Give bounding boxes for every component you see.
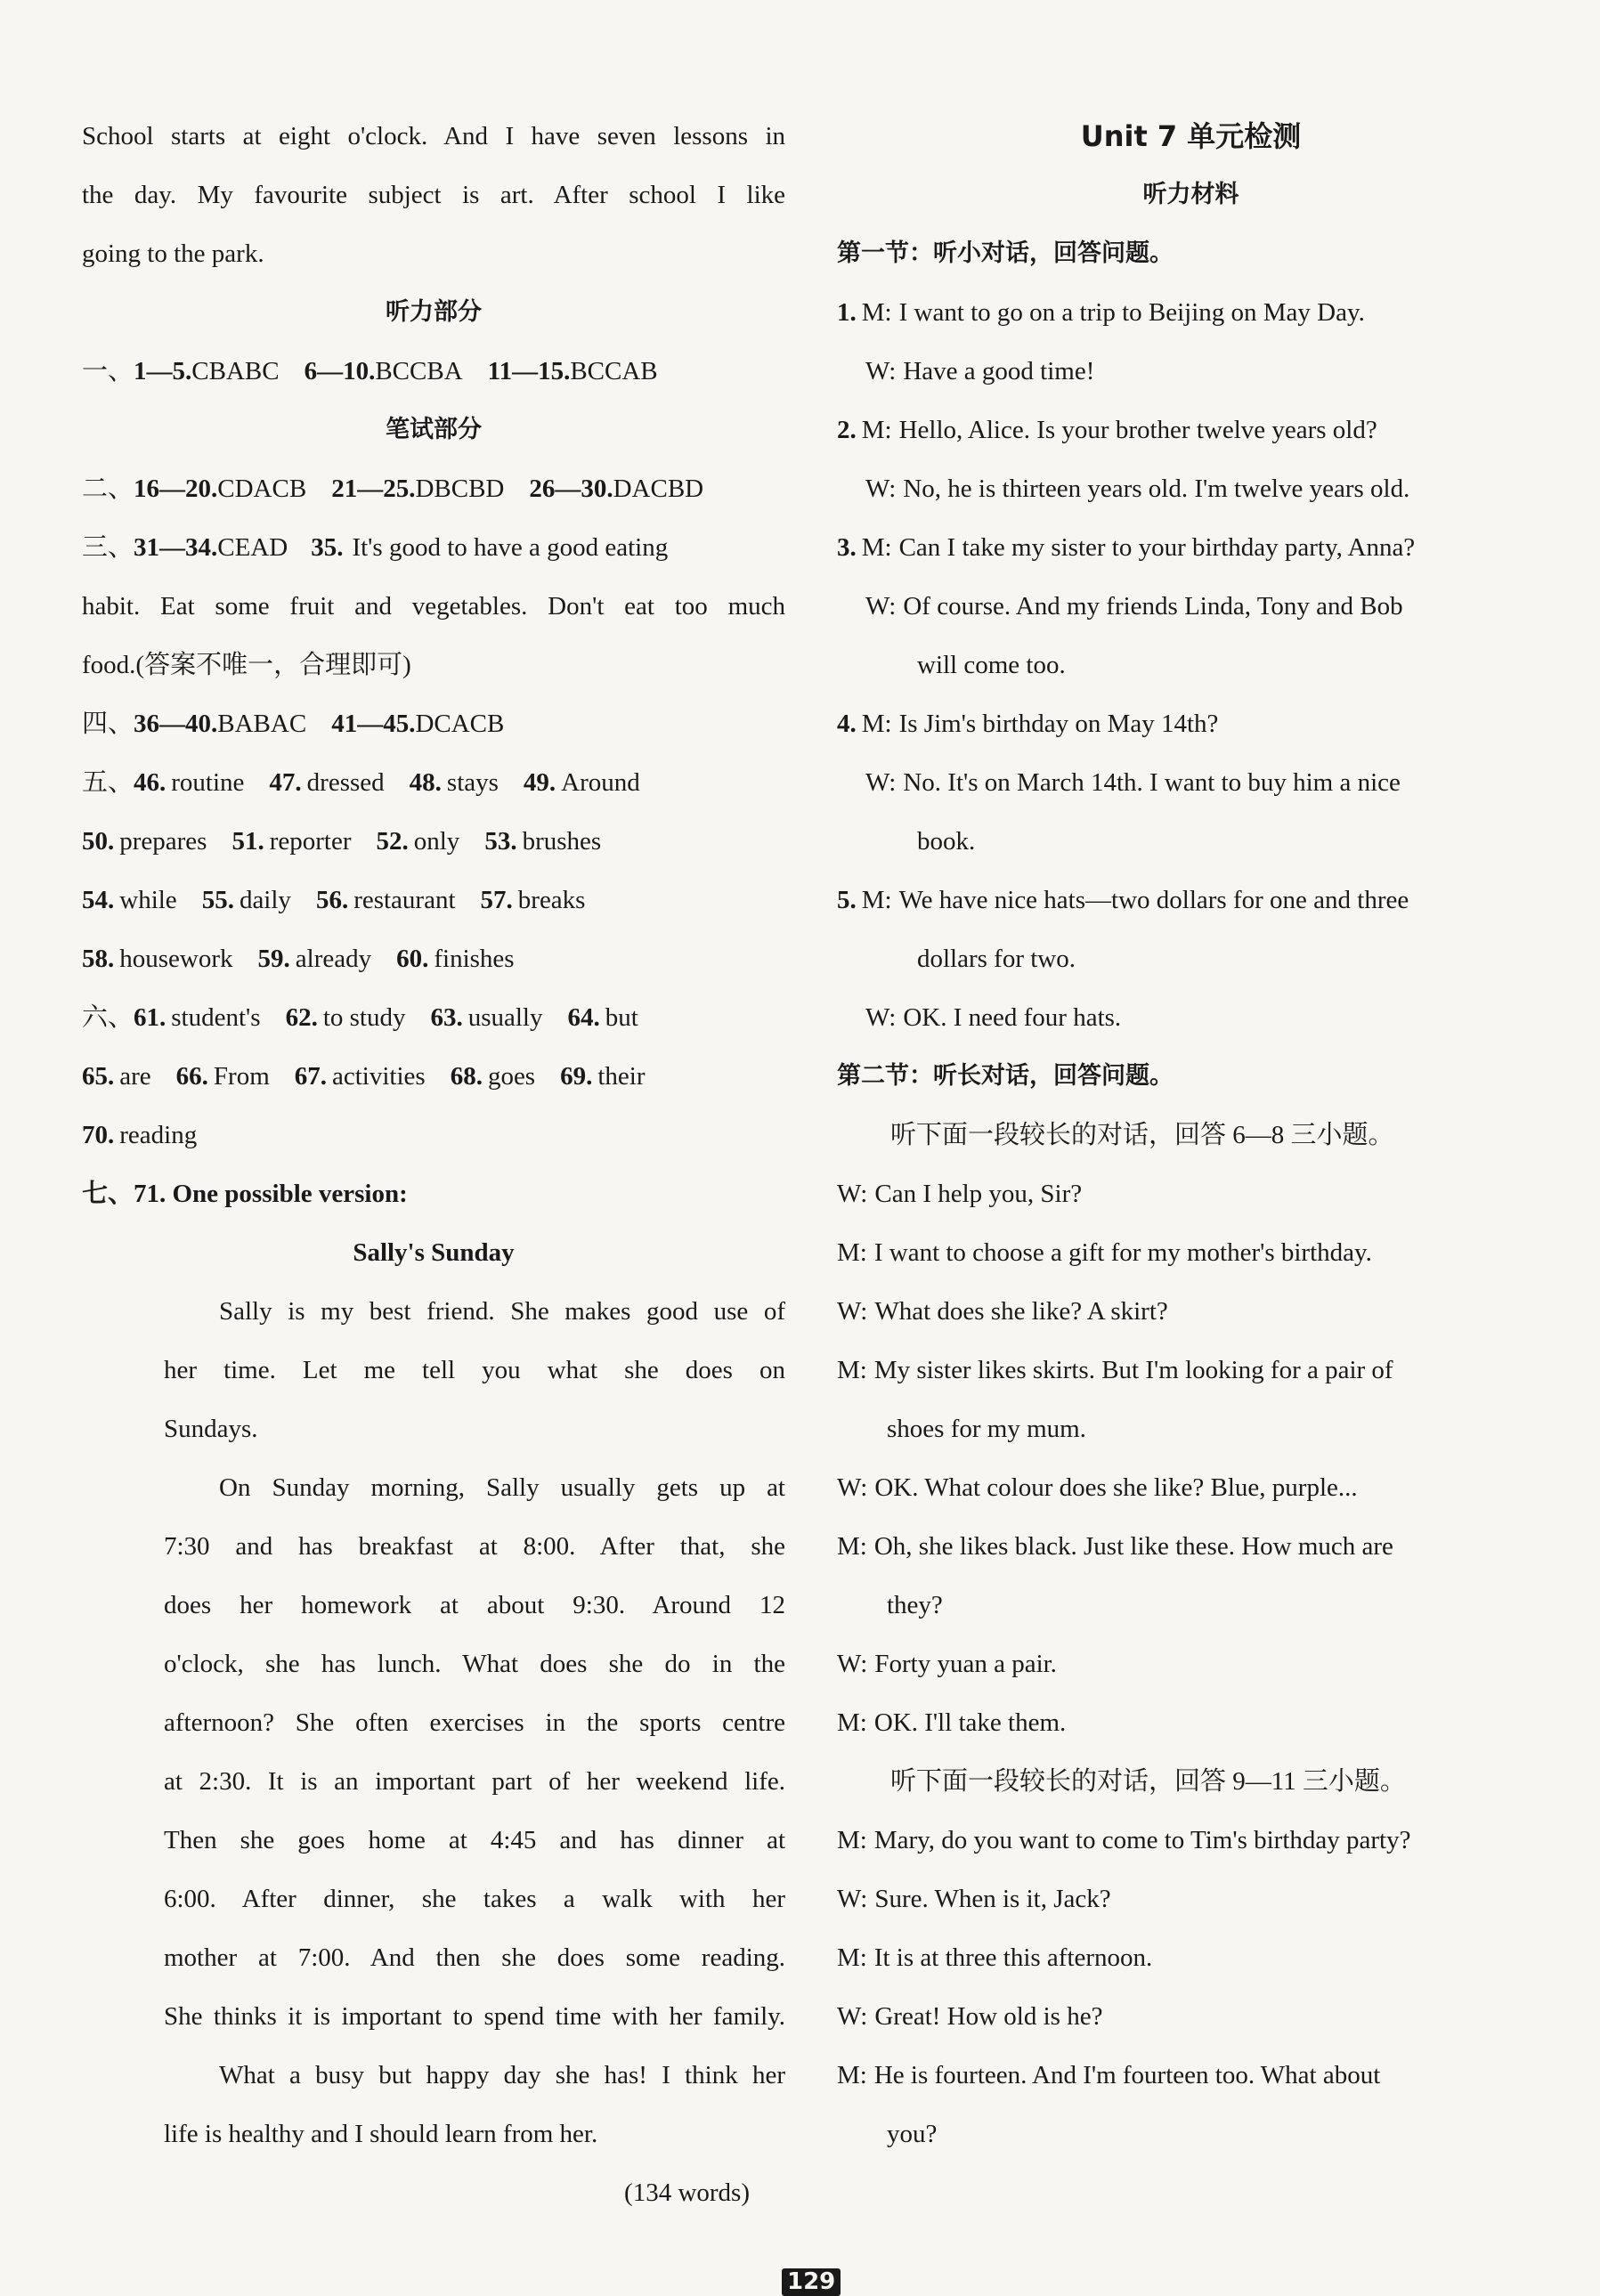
answer-word: reporter bbox=[269, 827, 352, 856]
speaker-label: M: bbox=[837, 1356, 867, 1384]
right-column bbox=[837, 107, 1545, 2163]
answer-part: 36—40. bbox=[134, 710, 218, 738]
answer-word: prepares bbox=[119, 827, 207, 856]
dialogue-line bbox=[837, 342, 1545, 401]
dialogue-line bbox=[837, 1341, 1545, 1400]
dialogue-line bbox=[837, 577, 1545, 636]
dialogue-line bbox=[837, 1870, 1545, 1928]
answer-number: 55. bbox=[201, 886, 234, 914]
speaker-label: M: bbox=[861, 416, 892, 444]
answer-number: 69. bbox=[560, 1062, 593, 1091]
answer-number: 65. bbox=[82, 1062, 115, 1091]
answer-part: BABAC bbox=[217, 710, 307, 738]
speaker-label: W: bbox=[865, 592, 897, 621]
answer-number: 48. bbox=[409, 768, 442, 797]
answer-part: 1—5. bbox=[134, 357, 192, 385]
answer-line: 七、71. One possible version: bbox=[82, 1180, 408, 1208]
speaker-label: W: bbox=[865, 475, 897, 503]
dialogue-text: Have a good time! bbox=[903, 357, 1095, 385]
page-number: 129 bbox=[782, 2268, 841, 2296]
speaker-label: W: bbox=[837, 1180, 868, 1208]
answer-line: food.(答案不唯一，合理即可) bbox=[82, 651, 411, 679]
answer-line bbox=[82, 1106, 785, 1164]
answer-number: 50. bbox=[82, 827, 115, 856]
dialogue-text: Mary, do you want to come to Tim's birthday party? bbox=[873, 1826, 1411, 1854]
dialogue-line bbox=[837, 1517, 1545, 1576]
answer-word: usually bbox=[467, 1003, 543, 1032]
speaker-label: M: bbox=[837, 1238, 867, 1267]
answer-number: 53. bbox=[484, 827, 517, 856]
dialogue-line bbox=[837, 1693, 1545, 1752]
answer-word: goes bbox=[487, 1062, 536, 1091]
answer-line bbox=[82, 988, 785, 1047]
dialogue-line bbox=[837, 1282, 1545, 1341]
essay-line: o'clock, she has lunch. What does she do in the bbox=[164, 1650, 785, 1678]
answer-number: 67. bbox=[294, 1062, 327, 1091]
dialogue-text: I want to go on a trip to Beijing on May Day. bbox=[898, 298, 1365, 327]
word-count: (134 words) bbox=[624, 2178, 750, 2207]
answer-line bbox=[82, 1047, 785, 1106]
dialogue-line bbox=[837, 694, 1545, 753]
dialogue-text: It is at three this afternoon. bbox=[873, 1943, 1153, 1972]
long-dialogue-intro: 听下面一段较长的对话，回答 9—11 三小题。 bbox=[890, 1767, 1406, 1796]
essay-line: life is healthy and I should learn from her. bbox=[164, 2120, 598, 2148]
answer-part: 6—10. bbox=[304, 357, 376, 385]
answer-number: 58. bbox=[82, 945, 115, 973]
speaker-label: W: bbox=[837, 2002, 868, 2031]
answer-part: 35. bbox=[311, 533, 344, 562]
speaker-label: M: bbox=[861, 886, 892, 914]
answer-word: housework bbox=[119, 945, 233, 973]
section-heading-listening: 听力部分 bbox=[386, 298, 482, 326]
speaker-label: M: bbox=[837, 2061, 867, 2089]
essay-line: On Sunday morning, Sally usually gets up at bbox=[219, 1473, 785, 1502]
essay-line: her time. Let me tell you what she does on bbox=[164, 1356, 785, 1384]
answer-word: their bbox=[597, 1062, 646, 1091]
dialogue-line bbox=[837, 1635, 1545, 1693]
speaker-label: W: bbox=[865, 1003, 897, 1032]
answer-part: 26—30. bbox=[529, 475, 613, 503]
answer-part: 四、 bbox=[82, 710, 134, 738]
section-heading-writing: 笔试部分 bbox=[386, 416, 482, 443]
dialogue-text: OK. What colour does she like? Blue, purple... bbox=[874, 1473, 1358, 1502]
dialogue-line bbox=[837, 459, 1545, 518]
answer-word: but bbox=[605, 1003, 638, 1032]
dialogue-text: I want to choose a gift for my mother's birthday. bbox=[873, 1238, 1372, 1267]
answer-word: brushes bbox=[522, 827, 602, 856]
answer-part: 一、 bbox=[82, 357, 134, 385]
dialogue-number: 2. bbox=[837, 416, 857, 444]
dialogue-text: Oh, she likes black. Just like these. How much are bbox=[873, 1532, 1393, 1561]
dialogue-line bbox=[837, 283, 1545, 342]
answer-part: It's good to have a good eating bbox=[352, 533, 669, 562]
dialogue-text: Can I help you, Sir? bbox=[874, 1180, 1083, 1208]
answer-line bbox=[82, 459, 785, 518]
answer-part: CBABC bbox=[191, 357, 280, 385]
dialogue-number: 1. bbox=[837, 298, 857, 327]
answer-number: 62. bbox=[285, 1003, 318, 1032]
section-heading-part1: 第一节：听小对话，回答问题。 bbox=[837, 239, 1174, 267]
dialogue-text: Hello, Alice. Is your brother twelve years old? bbox=[898, 416, 1377, 444]
speaker-label: W: bbox=[865, 357, 897, 385]
intro-line: the day. My favourite subject is art. After school I like bbox=[82, 181, 785, 209]
speaker-label: M: bbox=[861, 298, 892, 327]
dialogue-line: dollars for two. bbox=[917, 945, 1076, 973]
dialogue-line bbox=[837, 518, 1545, 577]
dialogue-line bbox=[837, 1811, 1545, 1870]
answer-number: 54. bbox=[82, 886, 115, 914]
essay-line: 6:00. After dinner, she takes a walk with her bbox=[164, 1885, 785, 1913]
dialogue-line bbox=[837, 401, 1545, 459]
intro-line: going to the park. bbox=[82, 239, 264, 268]
answer-word: restaurant bbox=[353, 886, 456, 914]
answer-number: 59. bbox=[257, 945, 290, 973]
dialogue-text: No. It's on March 14th. I want to buy him a nice bbox=[903, 768, 1401, 797]
dialogue-line bbox=[837, 753, 1545, 812]
dialogue-number: 4. bbox=[837, 710, 857, 738]
essay-title: Sally's Sunday bbox=[353, 1238, 515, 1267]
answer-word: breaks bbox=[517, 886, 586, 914]
answer-part: DBCBD bbox=[415, 475, 505, 503]
answer-part: 41—45. bbox=[331, 710, 416, 738]
essay-line: Sundays. bbox=[164, 1415, 258, 1443]
answer-line bbox=[82, 753, 785, 812]
essay-line: mother at 7:00. And then she does some reading. bbox=[164, 1943, 785, 1972]
answer-word: to study bbox=[322, 1003, 406, 1032]
answer-part: 31—34. bbox=[134, 533, 218, 562]
answer-part: DACBD bbox=[613, 475, 704, 503]
dialogue-text: OK. I need four hats. bbox=[903, 1003, 1122, 1032]
answer-number: 66. bbox=[175, 1062, 208, 1091]
dialogue-text: Forty yuan a pair. bbox=[874, 1650, 1057, 1678]
essay-line: She thinks it is important to spend time with her family. bbox=[164, 2002, 785, 2031]
answer-word: routine bbox=[171, 768, 245, 797]
speaker-label: M: bbox=[861, 533, 892, 562]
answer-part: CEAD bbox=[217, 533, 288, 562]
speaker-label: W: bbox=[837, 1885, 868, 1913]
speaker-label: W: bbox=[837, 1473, 868, 1502]
answer-word: Around bbox=[561, 768, 640, 797]
dialogue-text: Of course. And my friends Linda, Tony and Bob bbox=[903, 592, 1403, 621]
answer-number: 57. bbox=[480, 886, 513, 914]
answer-part: 16—20. bbox=[134, 475, 218, 503]
answer-number: 61. bbox=[134, 1003, 166, 1032]
answer-word: daily bbox=[239, 886, 291, 914]
speaker-label: W: bbox=[865, 768, 897, 797]
dialogue-line: you? bbox=[887, 2120, 938, 2148]
unit-title: Unit 7 单元检测 bbox=[1080, 119, 1302, 153]
answer-part: 三、 bbox=[82, 533, 134, 562]
dialogue-text: He is fourteen. And I'm fourteen too. What about bbox=[873, 2061, 1381, 2089]
answer-word: already bbox=[295, 945, 372, 973]
answer-line bbox=[82, 812, 785, 871]
answer-number: 63. bbox=[430, 1003, 463, 1032]
essay-line: at 2:30. It is an important part of her weekend life. bbox=[164, 1767, 785, 1796]
dialogue-line: shoes for my mum. bbox=[887, 1415, 1086, 1443]
answer-number: 68. bbox=[450, 1062, 483, 1091]
speaker-label: W: bbox=[837, 1297, 868, 1326]
dialogue-text: My sister likes skirts. But I'm looking for a pair of bbox=[873, 1356, 1393, 1384]
dialogue-text: Great! How old is he? bbox=[874, 2002, 1103, 2031]
answer-word: activities bbox=[332, 1062, 426, 1091]
dialogue-text: No, he is thirteen years old. I'm twelve years old. bbox=[903, 475, 1410, 503]
essay-line: does her homework at about 9:30. Around 12 bbox=[164, 1591, 785, 1619]
speaker-label: M: bbox=[861, 710, 892, 738]
answer-number: 49. bbox=[523, 768, 556, 797]
answer-number: 70. bbox=[82, 1121, 115, 1149]
speaker-label: W: bbox=[837, 1650, 868, 1678]
dialogue-line bbox=[837, 1458, 1545, 1517]
dialogue-text: Can I take my sister to your birthday party, Anna? bbox=[898, 533, 1416, 562]
answer-part: DCACB bbox=[415, 710, 505, 738]
answer-line bbox=[82, 342, 785, 401]
dialogue-line: book. bbox=[917, 827, 976, 856]
answer-number: 51. bbox=[231, 827, 264, 856]
essay-line: 7:30 and has breakfast at 8:00. After that, she bbox=[164, 1532, 785, 1561]
answer-number: 64. bbox=[567, 1003, 600, 1032]
dialogue-number: 3. bbox=[837, 533, 857, 562]
answer-word: reading bbox=[119, 1121, 198, 1149]
answer-line bbox=[82, 929, 785, 988]
dialogue-line bbox=[837, 1223, 1545, 1282]
answer-part: BCCBA bbox=[375, 357, 463, 385]
dialogue-line: they? bbox=[887, 1591, 943, 1619]
answer-word: are bbox=[119, 1062, 151, 1091]
answer-line bbox=[82, 518, 785, 577]
answer-word: stays bbox=[446, 768, 499, 797]
answer-part: CDACB bbox=[217, 475, 307, 503]
section-heading-part2: 第二节：听长对话，回答问题。 bbox=[837, 1062, 1174, 1090]
answer-part: 21—25. bbox=[331, 475, 416, 503]
answer-word: only bbox=[413, 827, 460, 856]
answer-line: habit. Eat some fruit and vegetables. Don't eat too much bbox=[82, 592, 785, 621]
dialogue-line: will come too. bbox=[917, 651, 1066, 679]
answer-label: 五、 bbox=[82, 768, 134, 797]
essay-body bbox=[82, 1282, 785, 2163]
speaker-label: M: bbox=[837, 1826, 867, 1854]
dialogue-text: Sure. When is it, Jack? bbox=[874, 1885, 1111, 1913]
dialogue-number: 5. bbox=[837, 886, 857, 914]
dialogue-line bbox=[837, 2046, 1545, 2105]
answer-word: dressed bbox=[306, 768, 385, 797]
answer-word: From bbox=[213, 1062, 270, 1091]
answer-word: student's bbox=[171, 1003, 261, 1032]
left-column bbox=[82, 107, 785, 2222]
section-heading-material: 听力材料 bbox=[1142, 181, 1239, 208]
answer-word: finishes bbox=[434, 945, 515, 973]
dialogue-line bbox=[837, 988, 1545, 1047]
long-dialogue-intro: 听下面一段较长的对话，回答 6—8 三小题。 bbox=[890, 1121, 1394, 1149]
dialogue-text: What does she like? A skirt? bbox=[874, 1297, 1168, 1326]
answer-number: 46. bbox=[134, 768, 166, 797]
essay-line: Sally is my best friend. She makes good use of bbox=[219, 1297, 785, 1326]
answer-number: 52. bbox=[376, 827, 409, 856]
speaker-label: M: bbox=[837, 1708, 867, 1737]
essay-line: What a busy but happy day she has! I think her bbox=[219, 2061, 785, 2089]
answer-part: 11—15. bbox=[487, 357, 571, 385]
speaker-label: M: bbox=[837, 1943, 867, 1972]
answer-part: BCCAB bbox=[570, 357, 658, 385]
speaker-label: M: bbox=[837, 1532, 867, 1561]
dialogue-line bbox=[837, 1164, 1545, 1223]
dialogue-text: Is Jim's birthday on May 14th? bbox=[898, 710, 1219, 738]
dialogue-line bbox=[837, 1928, 1545, 1987]
essay-line: Then she goes home at 4:45 and has dinner at bbox=[164, 1826, 785, 1854]
dialogue-line bbox=[837, 871, 1545, 929]
dialogue-text: We have nice hats—two dollars for one and three bbox=[898, 886, 1409, 914]
dialogue-text: OK. I'll take them. bbox=[873, 1708, 1067, 1737]
dialogue-line bbox=[837, 1987, 1545, 2046]
answer-line bbox=[82, 694, 785, 753]
essay-line: afternoon? She often exercises in the sports centre bbox=[164, 1708, 785, 1737]
answer-word: while bbox=[119, 886, 177, 914]
answer-number: 47. bbox=[269, 768, 302, 797]
intro-line: School starts at eight o'clock. And I have seven lessons in bbox=[82, 122, 785, 150]
answer-line bbox=[82, 871, 785, 929]
answer-number: 56. bbox=[315, 886, 349, 914]
answer-part: 二、 bbox=[82, 475, 134, 503]
answer-label: 六、 bbox=[82, 1003, 134, 1032]
answer-number: 60. bbox=[396, 945, 429, 973]
